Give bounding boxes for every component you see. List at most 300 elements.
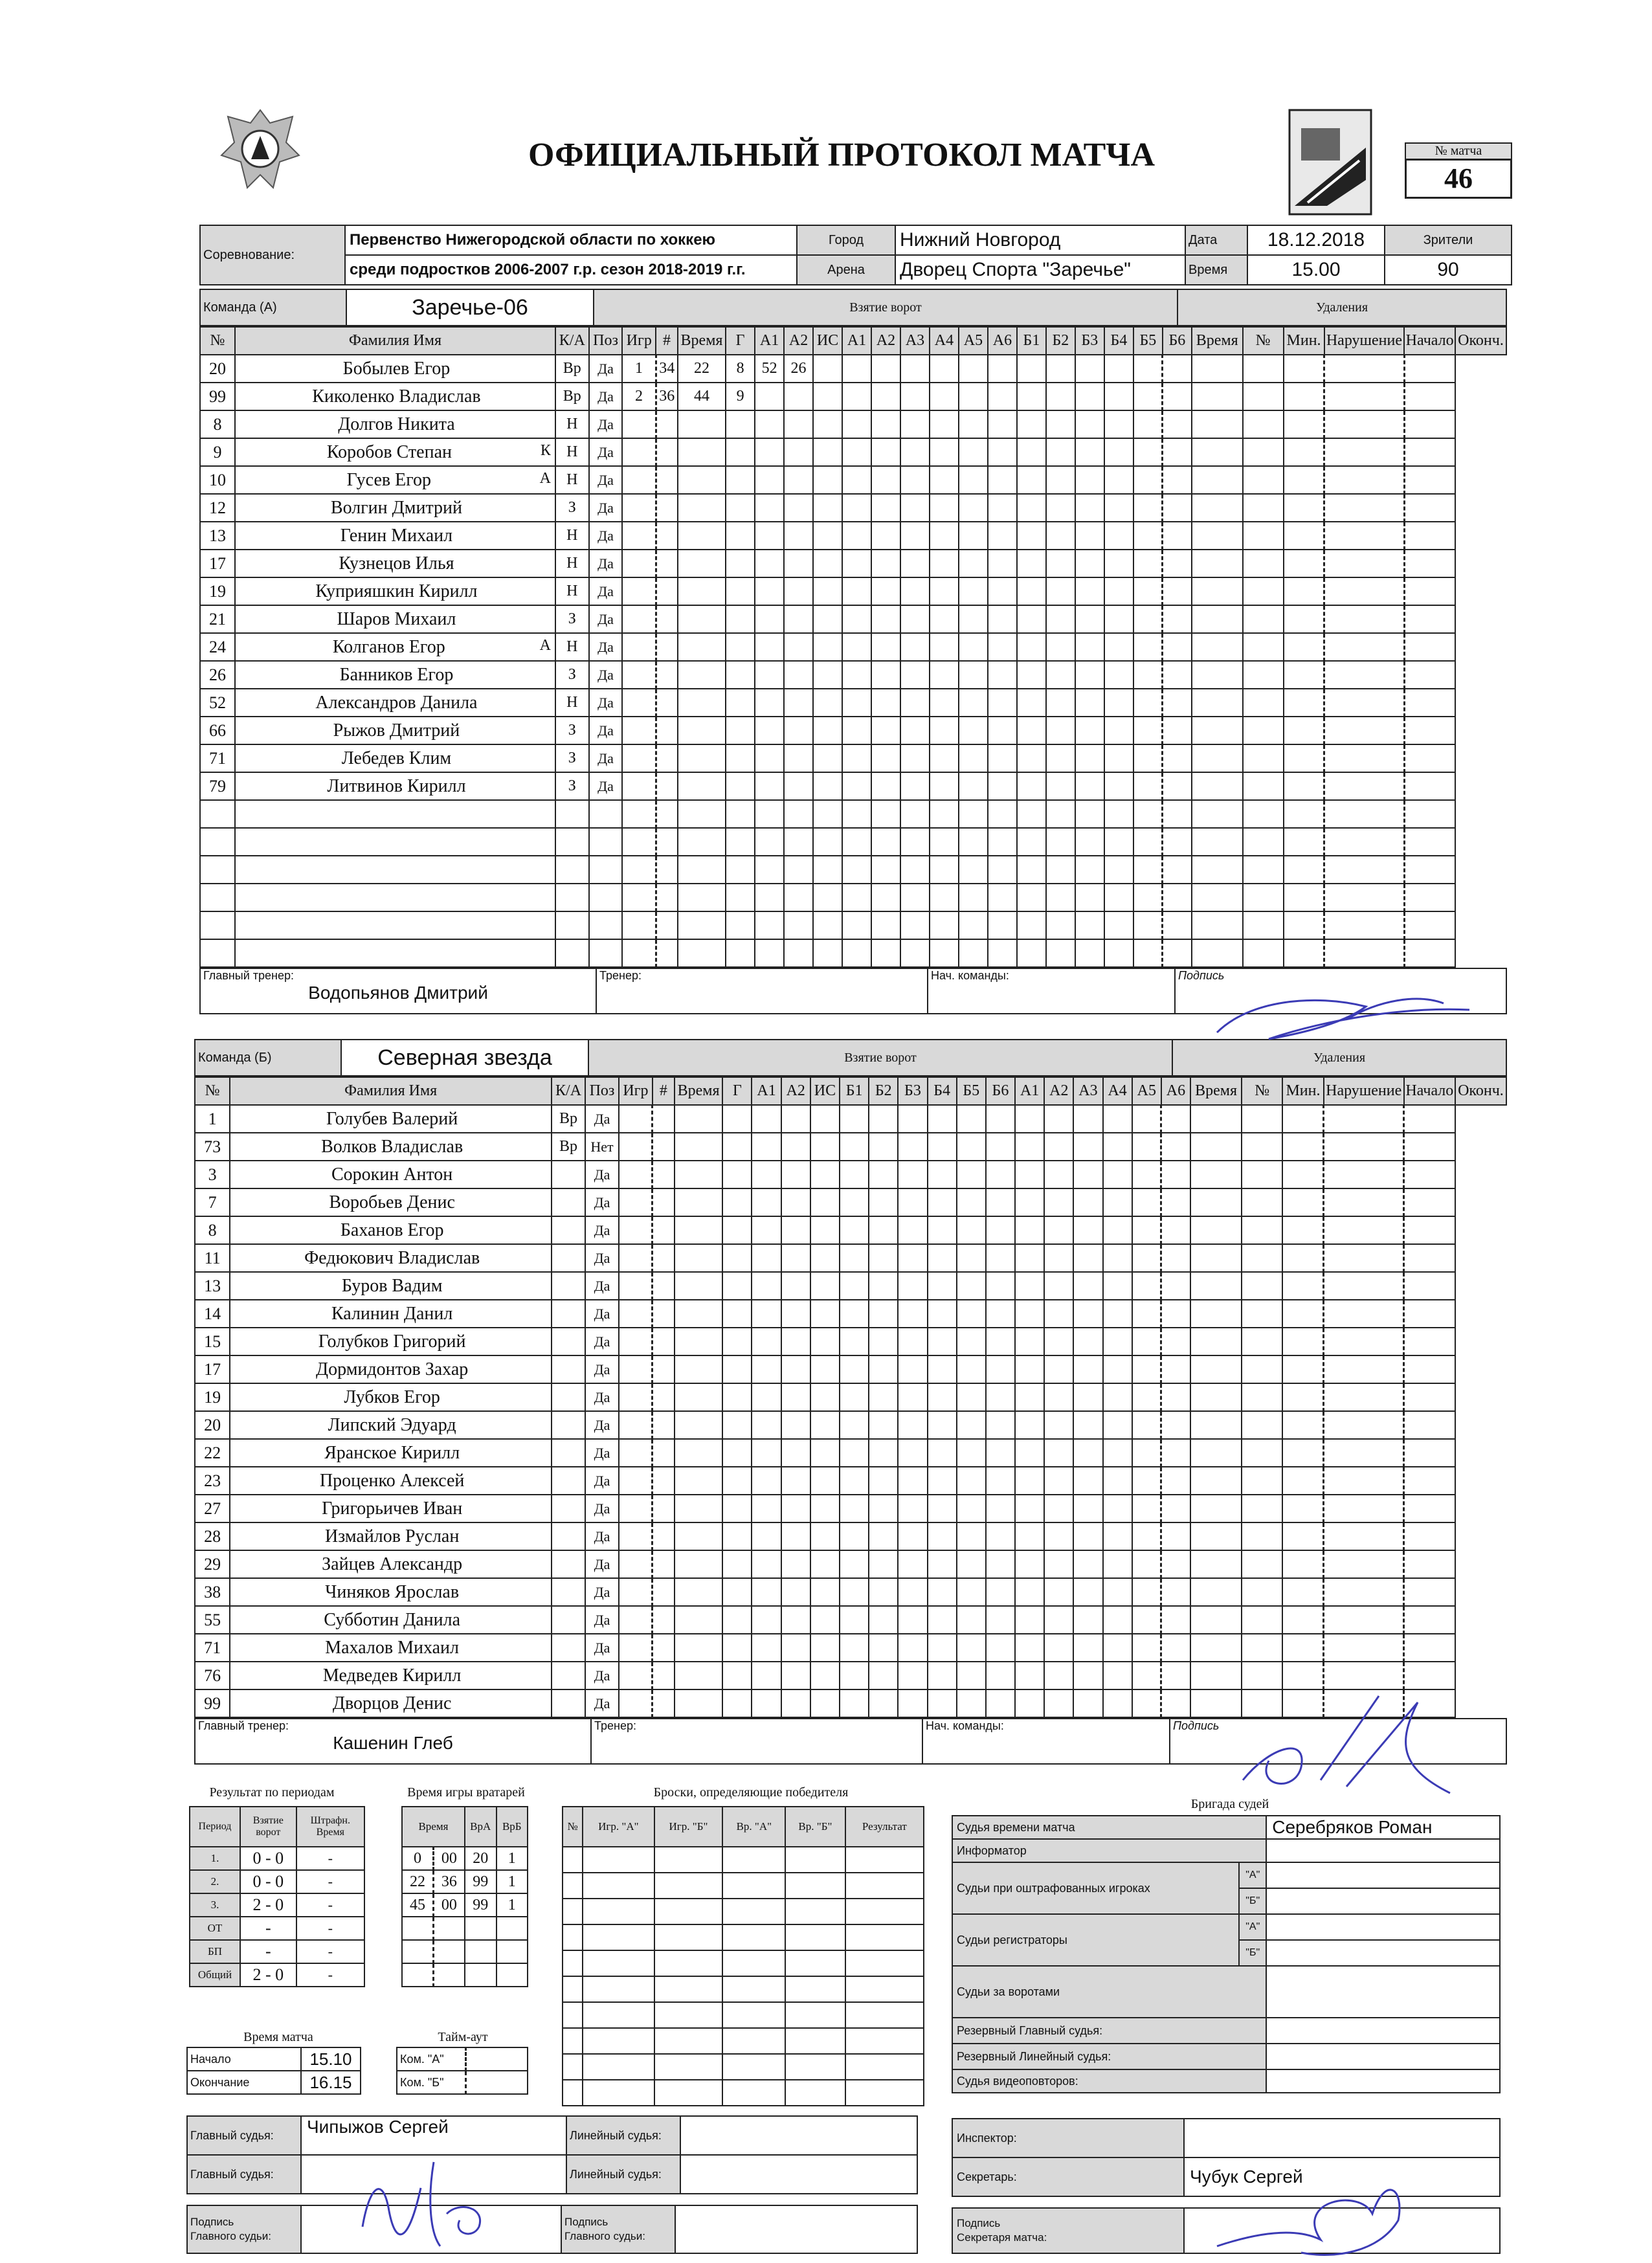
- player-row: [195, 1161, 1506, 1188]
- goal-cell: [755, 383, 784, 410]
- goal-col-header: А4: [1103, 1077, 1132, 1105]
- ref-row-value: [1266, 2069, 1500, 2093]
- player-number: 19: [195, 1383, 230, 1411]
- player-position: [552, 1161, 585, 1188]
- player-number: 66: [200, 717, 235, 744]
- player-captain-mark: А: [539, 469, 551, 487]
- period-name: 2.: [190, 1870, 240, 1893]
- player-captain-mark: А: [539, 636, 551, 654]
- player-row: [195, 1522, 1506, 1550]
- player-row: [195, 1439, 1506, 1467]
- player-position: [552, 1383, 585, 1411]
- player-name: Баханов Егор: [230, 1216, 552, 1244]
- player-number: 73: [195, 1133, 230, 1161]
- player-position: [552, 1634, 585, 1662]
- player-name: Шаров Михаил: [235, 605, 555, 633]
- goal-col-header: Б2: [869, 1077, 898, 1105]
- sign-main-label-1: Подпись: [190, 2216, 234, 2228]
- shootout-row: [563, 1847, 924, 1873]
- goal-cell: 22: [678, 355, 726, 383]
- goal-col-header: Б3: [898, 1077, 927, 1105]
- player-name: Долгов Никита: [235, 410, 555, 438]
- player-name: Воробьев Денис: [230, 1188, 552, 1216]
- player-number: 8: [200, 410, 235, 438]
- player-number: 15: [195, 1328, 230, 1355]
- goal-col-header: А1: [1015, 1077, 1044, 1105]
- ref-row-value: [1266, 1914, 1500, 1940]
- team-name: Северная звезда: [341, 1040, 588, 1076]
- ref-row-value: [1266, 2044, 1500, 2069]
- goalie-cell: 45: [402, 1893, 433, 1917]
- arena-label: Арена: [797, 255, 895, 285]
- player-plays: Нет: [585, 1133, 619, 1161]
- player-number: 17: [200, 550, 235, 577]
- timeout-a-label: Ком. "А": [397, 2047, 466, 2071]
- ref-row-label: Судьи регистраторы: [952, 1914, 1239, 1966]
- goalie-col-header: Время: [402, 1807, 465, 1847]
- player-row: [200, 772, 1506, 800]
- player-plays: Да: [585, 1161, 619, 1188]
- period-name: 1.: [190, 1847, 240, 1870]
- spectators-label: Зрители: [1385, 225, 1512, 255]
- player-name: Медведев Кирилл: [230, 1662, 552, 1689]
- player-plays: [589, 884, 623, 911]
- date-value: 18.12.2018: [1247, 225, 1385, 255]
- goalie-cell: 1: [497, 1870, 528, 1893]
- player-number: 11: [195, 1244, 230, 1272]
- shootout-col-header: Вр. "А": [722, 1807, 785, 1847]
- player-name: Банников Егор: [235, 661, 555, 689]
- goal-col-header: Б4: [1104, 327, 1133, 355]
- goalie-cell: 00: [433, 1893, 464, 1917]
- player-name: [235, 800, 555, 828]
- player-number: 1: [195, 1105, 230, 1133]
- player-number: 13: [200, 522, 235, 550]
- sign-sec-label-1: Подпись: [957, 2217, 1001, 2229]
- goalie-time-table: [401, 1806, 528, 1987]
- date-label: Дата: [1185, 225, 1247, 255]
- goal-cell: 1: [622, 355, 656, 383]
- player-plays: Да: [589, 605, 623, 633]
- goals-title: Взятие ворот: [594, 289, 1178, 326]
- player-number: 23: [195, 1467, 230, 1495]
- match-start-label: Начало: [187, 2047, 301, 2071]
- player-number: [200, 939, 235, 967]
- player-row: [195, 1411, 1506, 1439]
- pen-col-header: Начало: [1404, 1077, 1455, 1105]
- player-position: [552, 1328, 585, 1355]
- player-plays: Да: [589, 383, 623, 410]
- player-position: Н: [555, 633, 589, 661]
- player-plays: Да: [585, 1216, 619, 1244]
- goalie-cell: 00: [433, 1847, 464, 1870]
- goal-col-header: ИС: [810, 1077, 840, 1105]
- player-name: Голубков Григорий: [230, 1328, 552, 1355]
- player-number: 19: [200, 577, 235, 605]
- player-row: [200, 911, 1506, 939]
- player-position: [552, 1495, 585, 1522]
- goalie-col-header: ВрБ: [497, 1807, 528, 1847]
- shootout-row: [563, 1950, 924, 1976]
- shootout-row: [563, 2054, 924, 2080]
- shootout-col-header: Игр. "А": [583, 1807, 654, 1847]
- player-row: [195, 1300, 1506, 1328]
- goalie-cell: 0: [402, 1847, 433, 1870]
- arena-value: Дворец Спорта "Заречье": [895, 255, 1185, 285]
- player-row: [200, 828, 1506, 856]
- page-title: ОФИЦИАЛЬНЫЙ ПРОТОКОЛ МАТЧА: [528, 137, 1155, 173]
- player-number: 27: [195, 1495, 230, 1522]
- referees-title: Бригада судей: [1190, 1797, 1269, 1811]
- player-name: Калинин Данил: [230, 1300, 552, 1328]
- player-position: [552, 1467, 585, 1495]
- player-plays: Да: [585, 1606, 619, 1634]
- pen-col-header: Оконч.: [1455, 327, 1506, 355]
- main-ref-label: Главный судья:: [187, 2116, 301, 2155]
- goal-col-header: А6: [988, 327, 1017, 355]
- player-name: Дворцов Денис: [230, 1689, 552, 1717]
- period-penalty: -: [296, 1847, 364, 1870]
- match-number: 46: [1405, 159, 1512, 199]
- player-position: Н: [555, 410, 589, 438]
- player-name: Волгин Дмитрий: [235, 494, 555, 522]
- goals-title: Взятие ворот: [588, 1040, 1172, 1076]
- player-position: [552, 1550, 585, 1578]
- player-row: [200, 856, 1506, 884]
- player-plays: Да: [589, 466, 623, 494]
- player-number: 7: [195, 1188, 230, 1216]
- line-ref-label: Линейный судья:: [566, 2155, 680, 2194]
- goalie-row: [402, 1940, 528, 1963]
- player-plays: Да: [589, 410, 623, 438]
- goal-col-header: Г: [726, 327, 755, 355]
- player-captain-mark: К: [540, 441, 551, 459]
- period-penalty: -: [296, 1893, 364, 1917]
- period-penalty: -: [296, 1940, 364, 1963]
- goalie-time-title: Время игры вратарей: [407, 1785, 525, 1800]
- player-position: [552, 1411, 585, 1439]
- player-position: З: [555, 494, 589, 522]
- player-plays: Да: [585, 1662, 619, 1689]
- player-position: [552, 1606, 585, 1634]
- player-plays: Да: [585, 1383, 619, 1411]
- goalie-col-header: ВрА: [465, 1807, 497, 1847]
- player-plays: Да: [585, 1495, 619, 1522]
- goal-col-header: А2: [784, 327, 813, 355]
- player-position: [552, 1272, 585, 1300]
- player-row: [200, 661, 1506, 689]
- emblem-icon: [208, 97, 312, 201]
- player-name: [235, 856, 555, 884]
- player-name: Коробов Степан К: [235, 438, 555, 466]
- goal-col-header: Б6: [986, 1077, 1015, 1105]
- player-row: [195, 1467, 1506, 1495]
- goalie-cell: 22: [402, 1870, 433, 1893]
- player-number: 10: [200, 466, 235, 494]
- player-plays: Да: [589, 355, 623, 383]
- player-number: [200, 828, 235, 856]
- player-position: Вр: [552, 1105, 585, 1133]
- player-name: [235, 939, 555, 967]
- player-name: Голубев Валерий: [230, 1105, 552, 1133]
- player-name: Бобылев Егор: [235, 355, 555, 383]
- referees-table: [952, 1815, 1501, 2093]
- player-plays: Да: [589, 633, 623, 661]
- player-row: [195, 1355, 1506, 1383]
- goalie-row: [402, 1963, 528, 1987]
- player-plays: Да: [589, 689, 623, 717]
- col-poz: Поз: [589, 327, 623, 355]
- team-label: Команда (А): [200, 289, 346, 326]
- player-row: [200, 550, 1506, 577]
- player-row: [200, 884, 1506, 911]
- player-row: [200, 744, 1506, 772]
- ref-mark-b: "Б": [1239, 1888, 1266, 1914]
- player-plays: Да: [585, 1411, 619, 1439]
- player-position: Н: [555, 577, 589, 605]
- player-row: [195, 1578, 1506, 1606]
- player-plays: Да: [589, 522, 623, 550]
- player-number: 26: [200, 661, 235, 689]
- sign-sec-label-2: Секретаря матча:: [957, 2231, 1047, 2244]
- player-name: Липский Эдуард: [230, 1411, 552, 1439]
- col-name: Фамилия Имя: [230, 1077, 552, 1105]
- player-plays: [589, 939, 623, 967]
- player-plays: Да: [589, 717, 623, 744]
- shootout-row: [563, 2028, 924, 2054]
- player-plays: Да: [589, 577, 623, 605]
- signature-team-b: [1230, 1683, 1463, 1800]
- period-row: [190, 1917, 364, 1940]
- col-igr: Игр: [619, 1077, 653, 1105]
- player-plays: Да: [589, 494, 623, 522]
- player-name: Генин Михаил: [235, 522, 555, 550]
- pen-col-header: Нарушение: [1324, 1077, 1404, 1105]
- head-coach-label: Главный тренер:: [198, 1719, 289, 1732]
- player-name: Субботин Данила: [230, 1606, 552, 1634]
- player-position: [552, 1689, 585, 1717]
- player-position: [552, 1522, 585, 1550]
- player-row: [200, 633, 1506, 661]
- goal-col-header: Г: [722, 1077, 752, 1105]
- player-name: Федюкович Владислав: [230, 1244, 552, 1272]
- trainer-label: Тренер:: [599, 969, 642, 982]
- goal-col-header: Б1: [1017, 327, 1046, 355]
- pen-col-header: Оконч.: [1455, 1077, 1506, 1105]
- period-score: -: [240, 1940, 296, 1963]
- player-plays: [589, 800, 623, 828]
- match-number-label: № матча: [1405, 142, 1512, 159]
- period-score: 0 - 0: [240, 1847, 296, 1870]
- inspector-label: Инспектор:: [952, 2119, 1184, 2157]
- shootout-table: [562, 1806, 924, 2106]
- periods-title: Результат по периодам: [209, 1785, 335, 1800]
- player-position: Вр: [555, 383, 589, 410]
- sign-main-label-2: Главного судьи:: [190, 2230, 271, 2242]
- period-score: 2 - 0: [240, 1963, 296, 1987]
- player-name: Лебедев Клим: [235, 744, 555, 772]
- timeout-b-label: Ком. "Б": [397, 2071, 466, 2094]
- goalie-cell: 36: [433, 1870, 464, 1893]
- main-ref-sign-table: [186, 2205, 918, 2254]
- player-name: [235, 911, 555, 939]
- player-position: [555, 884, 589, 911]
- main-ref-label: Главный судья:: [187, 2155, 301, 2194]
- player-position: [555, 939, 589, 967]
- player-row: [195, 1272, 1506, 1300]
- player-number: [200, 856, 235, 884]
- player-number: 17: [195, 1355, 230, 1383]
- player-row: [195, 1495, 1506, 1522]
- team-head-label: Нач. команды:: [926, 1719, 1004, 1732]
- player-name: [235, 884, 555, 911]
- pen-col-header: Мин.: [1282, 1077, 1323, 1105]
- ref-row-value: Серебряков Роман: [1266, 1816, 1500, 1839]
- ref-row-label: Судьи за воротами: [952, 1966, 1266, 2018]
- player-position: [555, 856, 589, 884]
- period-name: ОТ: [190, 1917, 240, 1940]
- player-name: Волков Владислав: [230, 1133, 552, 1161]
- player-number: 20: [200, 355, 235, 383]
- player-number: [200, 884, 235, 911]
- goal-cell: 52: [755, 355, 784, 383]
- goal-cell: 36: [656, 383, 678, 410]
- goal-cell: 34: [656, 355, 678, 383]
- player-number: 79: [200, 772, 235, 800]
- sign-main-label-1: Подпись: [564, 2216, 608, 2228]
- sign-label: Подпись: [1178, 969, 1225, 982]
- goal-cell: 2: [622, 383, 656, 410]
- player-number: [200, 800, 235, 828]
- goal-col-header: А2: [781, 1077, 810, 1105]
- player-row: [200, 605, 1506, 633]
- player-name: Буров Вадим: [230, 1272, 552, 1300]
- player-row: [195, 1606, 1506, 1634]
- goalie-row: [402, 1893, 528, 1917]
- team-head-label: Нач. команды:: [931, 969, 1009, 982]
- player-name: Александров Данила: [235, 689, 555, 717]
- match-end-label: Окончание: [187, 2071, 301, 2094]
- player-position: Вр: [555, 355, 589, 383]
- goal-cell: 44: [678, 383, 726, 410]
- goal-col-header: Б2: [1046, 327, 1075, 355]
- player-row: [195, 1328, 1506, 1355]
- goalie-cell: 99: [465, 1893, 497, 1917]
- player-plays: [589, 856, 623, 884]
- player-number: 14: [195, 1300, 230, 1328]
- player-row: [195, 1133, 1506, 1161]
- player-plays: Да: [585, 1439, 619, 1467]
- time-label: Время: [1185, 255, 1247, 285]
- player-row: [195, 1550, 1506, 1578]
- goal-cell: [784, 383, 813, 410]
- player-plays: Да: [585, 1634, 619, 1662]
- goal-col-header: А4: [930, 327, 959, 355]
- time-value: 15.00: [1247, 255, 1385, 285]
- player-position: [555, 828, 589, 856]
- goal-col-header: Б3: [1075, 327, 1104, 355]
- player-number: 21: [200, 605, 235, 633]
- player-plays: Да: [585, 1689, 619, 1717]
- player-number: 71: [195, 1634, 230, 1662]
- player-position: З: [555, 605, 589, 633]
- team-label: Команда (Б): [195, 1040, 341, 1076]
- goalie-row: [402, 1847, 528, 1870]
- player-name: Махалов Михаил: [230, 1634, 552, 1662]
- player-name: Чиняков Ярослав: [230, 1578, 552, 1606]
- player-row: [195, 1216, 1506, 1244]
- goal-col-header: Б4: [928, 1077, 957, 1105]
- period-col-header: Взятие ворот: [240, 1807, 296, 1847]
- goalie-row: [402, 1917, 528, 1940]
- player-position: [555, 911, 589, 939]
- period-row: [190, 1847, 364, 1870]
- player-row: [200, 577, 1506, 605]
- player-number: 38: [195, 1578, 230, 1606]
- team-a-section: [199, 289, 1507, 1014]
- player-number: 55: [195, 1606, 230, 1634]
- goal-col-header: А2: [1044, 1077, 1073, 1105]
- col-poz: Поз: [585, 1077, 619, 1105]
- player-number: 12: [200, 494, 235, 522]
- ref-row-value: [1266, 1862, 1500, 1888]
- goalie-cell: 1: [497, 1893, 528, 1917]
- player-name: Зайцев Александр: [230, 1550, 552, 1578]
- goal-col-header: А1: [755, 327, 784, 355]
- goal-cell: 8: [726, 355, 755, 383]
- goal-col-header: #: [656, 327, 678, 355]
- goal-cell: 26: [784, 355, 813, 383]
- shootout-col-header: Вр. "Б": [785, 1807, 845, 1847]
- player-position: Н: [555, 438, 589, 466]
- player-number: 3: [195, 1161, 230, 1188]
- match-info-table: [199, 225, 1512, 285]
- player-plays: Да: [585, 1467, 619, 1495]
- player-row: [200, 689, 1506, 717]
- signature-team-a: [1211, 981, 1482, 1045]
- player-number: 71: [200, 744, 235, 772]
- player-row: [195, 1188, 1506, 1216]
- player-number: 76: [195, 1662, 230, 1689]
- shootout-col-header: Результат: [845, 1807, 924, 1847]
- pen-col-header: Мин.: [1284, 327, 1324, 355]
- team-name: Заречье-06: [346, 289, 594, 326]
- player-name: Гусев Егор А: [235, 466, 555, 494]
- player-name: Колганов Егор А: [235, 633, 555, 661]
- player-name: Григорьичев Иван: [230, 1495, 552, 1522]
- shootout-row: [563, 2080, 924, 2106]
- player-position: [552, 1216, 585, 1244]
- goal-col-header: А5: [1132, 1077, 1161, 1105]
- player-plays: Да: [585, 1244, 619, 1272]
- timeout-title: Тайм-аут: [438, 2030, 488, 2044]
- player-plays: Да: [585, 1300, 619, 1328]
- player-plays: Да: [589, 744, 623, 772]
- pen-col-header: Время: [1192, 327, 1243, 355]
- period-penalty: -: [296, 1870, 364, 1893]
- trainer-label: Тренер:: [594, 1719, 636, 1732]
- player-number: 28: [195, 1522, 230, 1550]
- player-plays: [589, 911, 623, 939]
- player-row: [200, 494, 1506, 522]
- player-plays: Да: [585, 1328, 619, 1355]
- ref-row-label: Резервный Линейный судья:: [952, 2044, 1266, 2069]
- player-number: 13: [195, 1272, 230, 1300]
- timeout-table: [396, 2047, 528, 2095]
- player-row: [200, 383, 1506, 410]
- player-plays: Да: [585, 1522, 619, 1550]
- player-name: Киколенко Владислав: [235, 383, 555, 410]
